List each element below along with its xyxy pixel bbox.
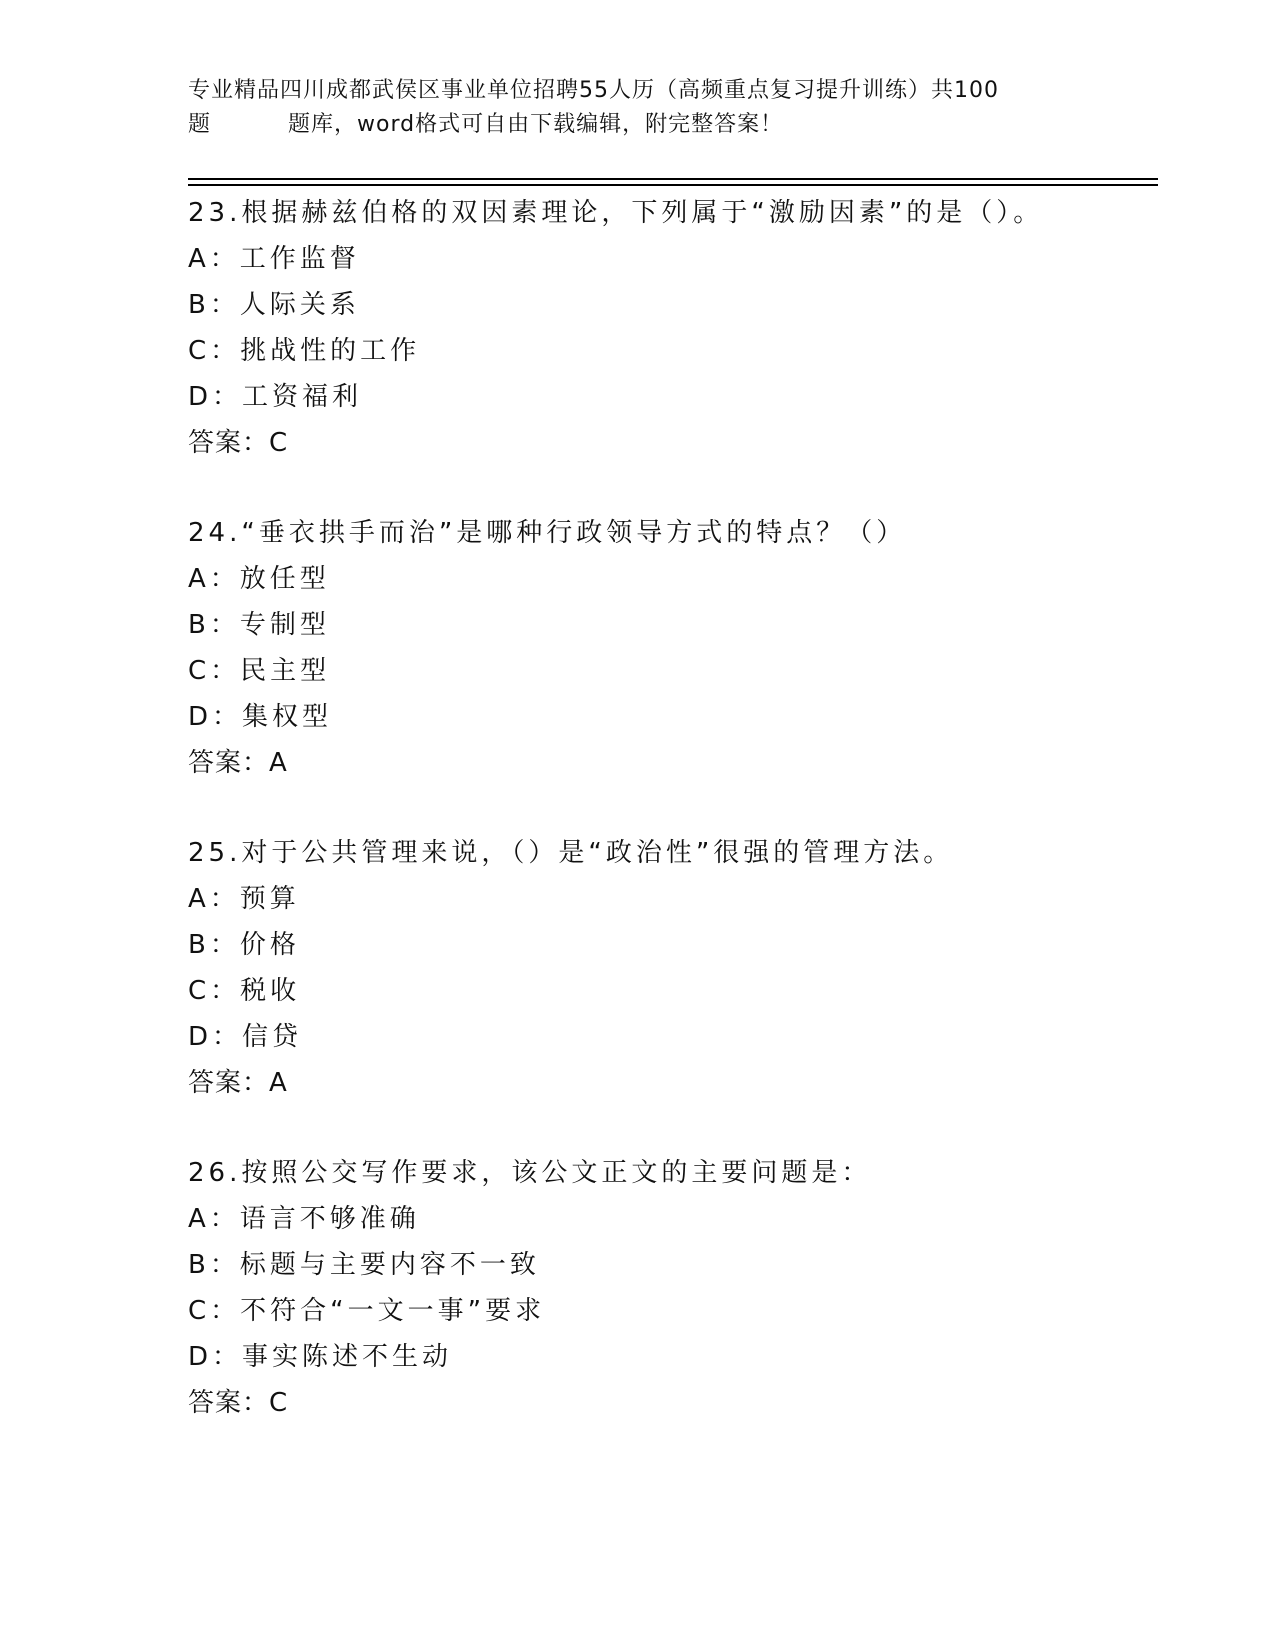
question-25 [188,830,1168,1106]
question-spacer [188,786,1168,830]
header-title-line1: 专业精品四川成都武侯区事业单位招聘55人历（高频重点复习提升训练）共100 [188,78,999,103]
header-line2-right: 题库，word格式可自由下载编辑，附完整答案！ [288,112,784,137]
header-divider-bottom [188,184,1158,186]
option-a: A：工作监督 [188,244,360,274]
question-text: 25.对于公共管理来说，（）是“政治性”很强的管理方法。 [188,838,954,868]
option-d: D：事实陈述不生动 [188,1342,453,1372]
option-b: B：标题与主要内容不一致 [188,1250,540,1280]
question-list [188,190,1168,1426]
option-c: C：税收 [188,976,301,1006]
document-header [188,74,1088,142]
option-b: B：专制型 [188,610,330,640]
question-26 [188,1150,1168,1426]
header-line2-left: 题 [188,112,212,137]
question-text: 23.根据赫兹伯格的双因素理论，下列属于“激励因素”的是（）。 [188,198,1044,228]
question-text: 26.按照公交写作要求，该公文正文的主要问题是： [188,1158,872,1188]
option-d: D：信贷 [188,1022,303,1052]
option-b: B：价格 [188,930,300,960]
question-spacer [188,1106,1168,1150]
option-c: C：不符合“一文一事”要求 [188,1296,546,1326]
header-divider-top [188,178,1158,180]
option-d: D：工资福利 [188,382,363,412]
answer: 答案：A [188,1068,288,1098]
question-spacer [188,466,1168,510]
option-d: D：集权型 [188,702,333,732]
option-c: C：民主型 [188,656,331,686]
option-b: B：人际关系 [188,290,360,320]
question-24 [188,510,1168,786]
header-title-line2 [188,108,1088,142]
option-a: A：语言不够准确 [188,1204,420,1234]
answer: 答案：C [188,428,289,458]
question-23 [188,190,1168,466]
answer: 答案：C [188,1388,289,1418]
option-a: A：预算 [188,884,300,914]
option-c: C：挑战性的工作 [188,336,421,366]
option-a: A：放任型 [188,564,330,594]
answer: 答案：A [188,748,288,778]
question-text: 24.“垂衣拱手而治”是哪种行政领导方式的特点？（） [188,518,907,548]
